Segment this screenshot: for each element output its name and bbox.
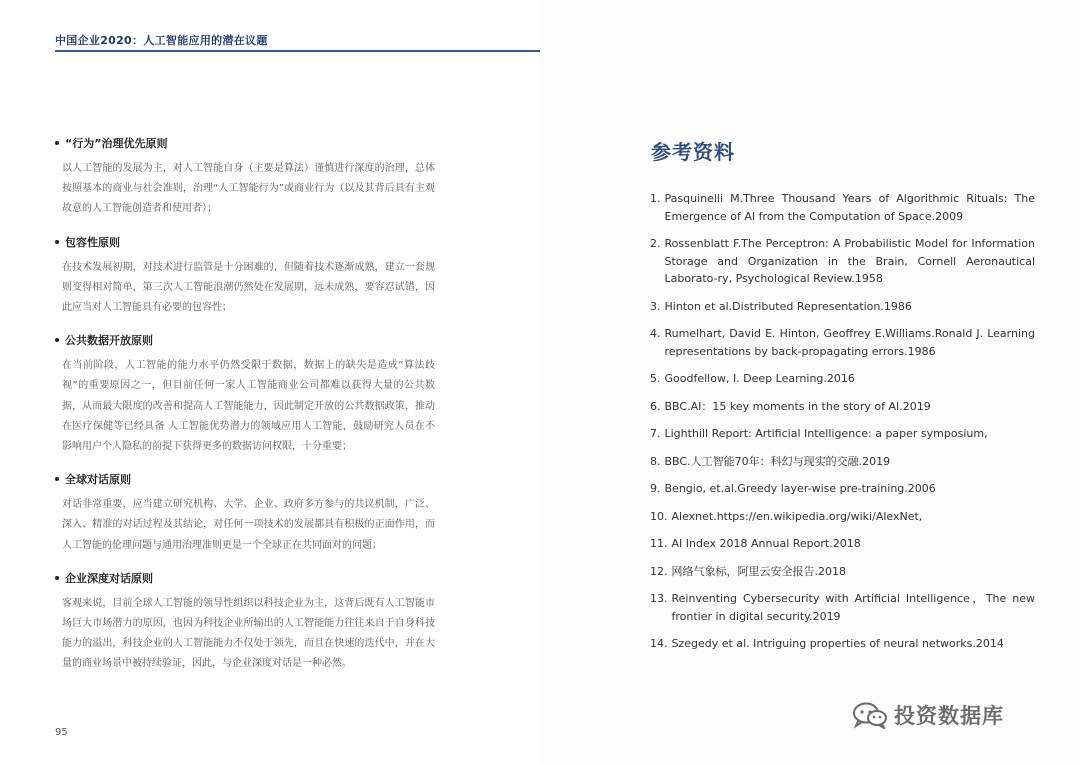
reference-text: Pasquinelli M.Three Thousand Years of Algorithmic Rituals: The Emergence of AI from the Computation of Space.2009 (664, 192, 1035, 223)
reference-number: 7. (650, 427, 661, 440)
principle-body: 在技术发展初期，对技术进行监管是十分困难的，但随着技术逐渐成熟，建立一套规则变得相对简单，第三次人工智能浪潮仍然处在发展期，远未成熟，要容忍试错，因此应当对人工智能具有必要的包容性； (62, 261, 435, 314)
reference-number: 12. (650, 564, 668, 578)
reference-number: 9. (650, 482, 661, 495)
bullet-icon (55, 477, 59, 481)
reference-item (650, 370, 1035, 388)
reference-text: Lighthill Report: Artificial Intelligence: a paper symposium, (664, 427, 988, 440)
reference-item (650, 398, 1035, 416)
principle-heading-text: 企业深度对话原则 (65, 571, 153, 585)
reference-item (650, 590, 1035, 625)
reference-item (650, 298, 1035, 316)
principle-heading-text: 包容性原则 (65, 235, 120, 249)
page-number: 95 (55, 727, 68, 738)
reference-number: 6. (650, 399, 661, 413)
bullet-icon (55, 576, 59, 580)
reference-text: Alexnet.https://en.wikipedia.org/wiki/AlexNet, (671, 509, 923, 523)
principle-heading-text: 公共数据开放原则 (65, 334, 153, 348)
reference-text: BBC.人工智能70年：科幻与现实的交融.2019 (664, 454, 891, 468)
principle-section (55, 135, 435, 220)
reference-item (650, 325, 1035, 360)
bullet-icon (55, 141, 59, 145)
reference-item (650, 563, 1035, 581)
principle-heading-text: “行为”治理优先原则 (65, 137, 168, 150)
reference-number: 13. (650, 592, 668, 605)
principle-heading (55, 234, 435, 250)
principle-heading (55, 135, 435, 151)
principle-body: 对话非常重要，应当建立研究机构、大学、企业、政府多方参与的共议机制，广泛、深入、精准的对话过程及其结论，对任何一项技术的发展都具有积极的正面作用，而人工智能的伦理问题与通用治理准则更是一个全球正在共同面对的问题； (62, 499, 435, 551)
reference-number: 5. (650, 372, 661, 385)
reference-text: BBC.AI：15 key moments in the story of AI.2019 (664, 399, 931, 413)
reference-number: 8. (650, 454, 661, 468)
reference-item (650, 480, 1035, 498)
reference-item (650, 453, 1035, 471)
principle-body: 以人工智能的发展为主，对人工智能自身（主要是算法）谨慎进行深度的治理，总体按照基本的商业与社会准则，治理“人工智能行为”或商业行为（以及其背后具有主观故意的人工智能创造者和使用者）； (62, 163, 435, 215)
reference-item (650, 235, 1035, 288)
principle-heading-text: 全球对话原则 (65, 473, 131, 487)
reference-text: Goodfellow, I. Deep Learning.2016 (664, 372, 855, 385)
principle-body: 客观来说，目前全球人工智能的领导性组织以科技企业为主，这背后既有人工智能市场巨大市场潜力的原因，也因为科技企业所输出的人工智能能力往往来自于自身科技能力的溢出，科技企业的人工智能能力不仅处于领先，而且在快速的迭代中，并在大量的商业场景中被持续验证，因此，与企业深度对话是一种必然。 (62, 597, 435, 670)
reference-item (650, 508, 1035, 526)
watermark-text: 投资数据库 (894, 704, 1004, 728)
reference-text: Szegedy et al. Intriguing properties of neural networks.2014 (671, 637, 1004, 650)
watermark (852, 700, 1004, 730)
principle-section (55, 234, 435, 319)
reference-text: AI Index 2018 Annual Report.2018 (671, 537, 861, 550)
reference-number: 4. (650, 327, 661, 340)
header-divider (55, 50, 540, 52)
reference-item (650, 635, 1035, 653)
bullet-icon (55, 240, 59, 244)
principle-heading (55, 570, 435, 586)
bullet-icon (55, 338, 59, 342)
principle-heading (55, 332, 435, 348)
reference-item (650, 425, 1035, 443)
reference-number: 1. (650, 192, 661, 205)
references-list (650, 190, 1035, 663)
reference-number: 11. (650, 537, 668, 550)
reference-text: Reinventing Cybersecurity with Artificial Intelligence，The new frontier in digital security.2019 (671, 592, 1035, 623)
page-header-title: 中国企业2020：人工智能应用的潜在议题 (55, 34, 268, 47)
principle-section (55, 471, 435, 556)
reference-number: 14. (650, 637, 668, 650)
reference-text: 网络气象标，阿里云安全报告.2018 (671, 564, 846, 578)
reference-item (650, 190, 1035, 225)
reference-text: Rumelhart, David E. Hinton, Geoffrey E.Williams.Ronald J. Learning representations by back-propagating errors.1986 (664, 327, 1035, 358)
principles-list (55, 135, 435, 689)
principle-section (55, 570, 435, 675)
reference-text: Hinton et al.Distributed Representation.1986 (664, 299, 912, 313)
reference-number: 3. (650, 299, 661, 313)
principle-heading (55, 471, 435, 487)
reference-number: 10. (650, 509, 668, 523)
references-title: 参考资料 (651, 140, 735, 164)
reference-text: Rossenblatt F.The Perceptron: A Probabilistic Model for Information Storage and Organization in the Brain, Cornell Aeronautical Laborato-ry, Psychological Review.1958 (664, 237, 1035, 285)
reference-item (650, 535, 1035, 553)
principle-body: 在当前阶段，人工智能的能力水平仍然受限于数据，数据上的缺失是造成“算法歧视”的重要原因之一，但目前任何一家人工智能商业公司都难以获得大量的公共数据，从而最大限度的改善和提高人工智能能力，因此制定开放的公共数据政策，推动在医疗保健等已经具备 人工智能优势潜力的领域应用人工智能，鼓励研究人员在不影响用户个人隐私的前提下获得更多的数据访问权限，十分重要； (62, 360, 435, 453)
reference-text: Bengio, et.al.Greedy layer-wise pre-training.2006 (664, 482, 936, 495)
principle-section (55, 332, 435, 457)
wechat-icon (852, 701, 888, 729)
right-page (540, 0, 1080, 764)
reference-number: 2. (650, 237, 661, 250)
